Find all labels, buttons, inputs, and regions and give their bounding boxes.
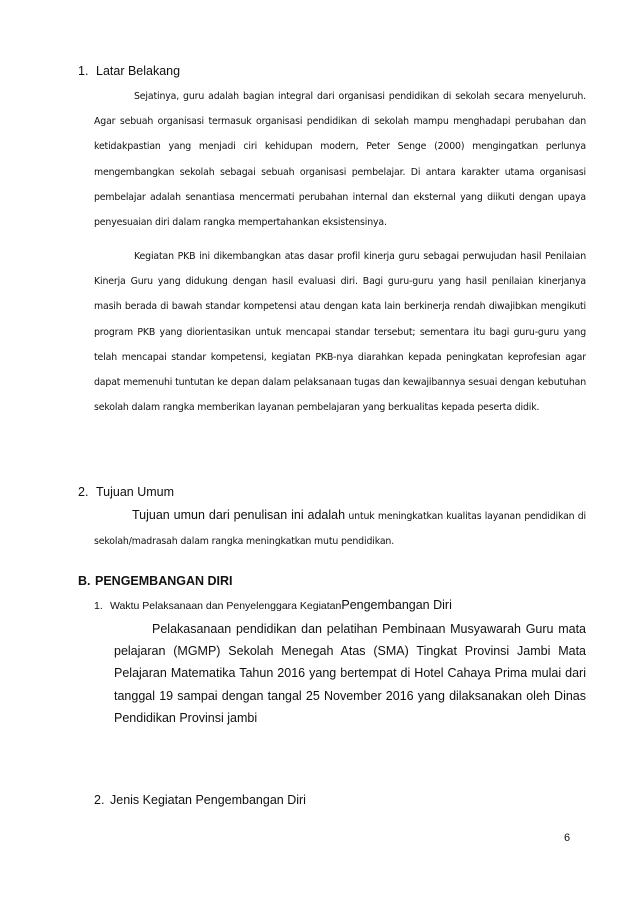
paragraph-tujuan-umum — [94, 503, 586, 554]
section-heading-pengembangan-diri — [78, 574, 233, 588]
paragraph-latar-belakang-1 — [94, 84, 586, 235]
paragraph-lead: Tujuan umun dari penulisan ini adalah — [132, 508, 346, 522]
paragraph-waktu-pelaksanaan — [114, 618, 586, 729]
section-heading-tujuan-umum — [78, 485, 174, 499]
page-number: 6 — [564, 832, 571, 844]
subsection-title: Jenis Kegiatan Pengembangan Diri — [110, 793, 306, 807]
subsection-number: 2. — [94, 793, 105, 807]
paragraph-text: Pelakasanaan pendidikan dan pelatihan Pembinaan Musyawarah Guru mata pelajaran (MGMP) Sekolah Menegah Atas (SMA) Tingkat Provinsi Jambi Mata Pelajaran Matematika Tahun 2016 yang bertempat di Hotel Cahaya Prima mulai dari tanggal 19 sampai dengan tangal 25 November 2016 yang dilaksanakan oleh Dinas Pendidikan Provinsi jambi — [114, 622, 586, 725]
subsection-heading-waktu — [94, 598, 452, 612]
section-number: 2. — [78, 485, 89, 499]
section-heading-latar-belakang — [78, 64, 180, 78]
paragraph-latar-belakang-2 — [94, 244, 586, 420]
paragraph-text: Kegiatan PKB ini dikembangkan atas dasar profil kinerja guru sebagai perwujudan hasil Penilaian Kinerja Guru yang didukung dengan hasil evaluasi diri. Bagi guru-guru yang hasil penilaian kinerjanya masih berada di bawah standar kompetensi atau dengan kata lain berkinerja rendah diwajibkan mengikuti program PKB yang diorientasikan untuk mencapai standar tersebut; sementara itu bagi guru-guru yang telah mencapai standar kompetensi, kegiatan PKB-nya diarahkan kepada peningkatan keprofesian agar dapat memenuhi tuntutan ke depan dalam pelaksanaan tugas dan kewajibannya sesuai dengan kebutuhan sekolah dalam rangka memberikan layanan pembelajaran yang berkualitas kepada peserta didik. — [94, 251, 586, 414]
subsection-title-small: Waktu Pelaksanaan dan Penyelenggara Kegiatan — [110, 600, 342, 612]
paragraph-text: untuk meningkatkan kualitas layanan pendidikan di sekolah/madrasah dalam rangka meningkatkan mutu pendidikan. — [94, 511, 586, 547]
section-title: PENGEMBANGAN DIRI — [95, 574, 233, 588]
subsection-number: 1. — [94, 600, 103, 612]
paragraph-text: Sejatinya, guru adalah bagian integral dari organisasi pendidikan di sekolah secara menyeluruh. Agar sebuah organisasi termasuk organisasi pendidikan di sekolah mampu menghadapi perubahan dan ketidakpastian yang menjadi ciri kehidupan modern, Peter Senge (2000) mengingatkan perlunya mengembangkan sekolah sebagai sebuah organisasi pembelajar. Di antara karakter utama organisasi pembelajar adalah senantiasa mencermati perubahan internal dan eksternal yang diikuti dengan upaya penyesuaian diri dalam rangka mempertahankan eksistensinya. — [94, 91, 586, 229]
section-number: B. — [78, 574, 91, 588]
subsection-heading-jenis-kegiatan — [94, 793, 306, 807]
section-title: Latar Belakang — [96, 64, 181, 78]
section-title: Tujuan Umum — [96, 485, 175, 499]
subsection-title-big: Pengembangan Diri — [341, 598, 452, 612]
section-number: 1. — [78, 64, 89, 78]
